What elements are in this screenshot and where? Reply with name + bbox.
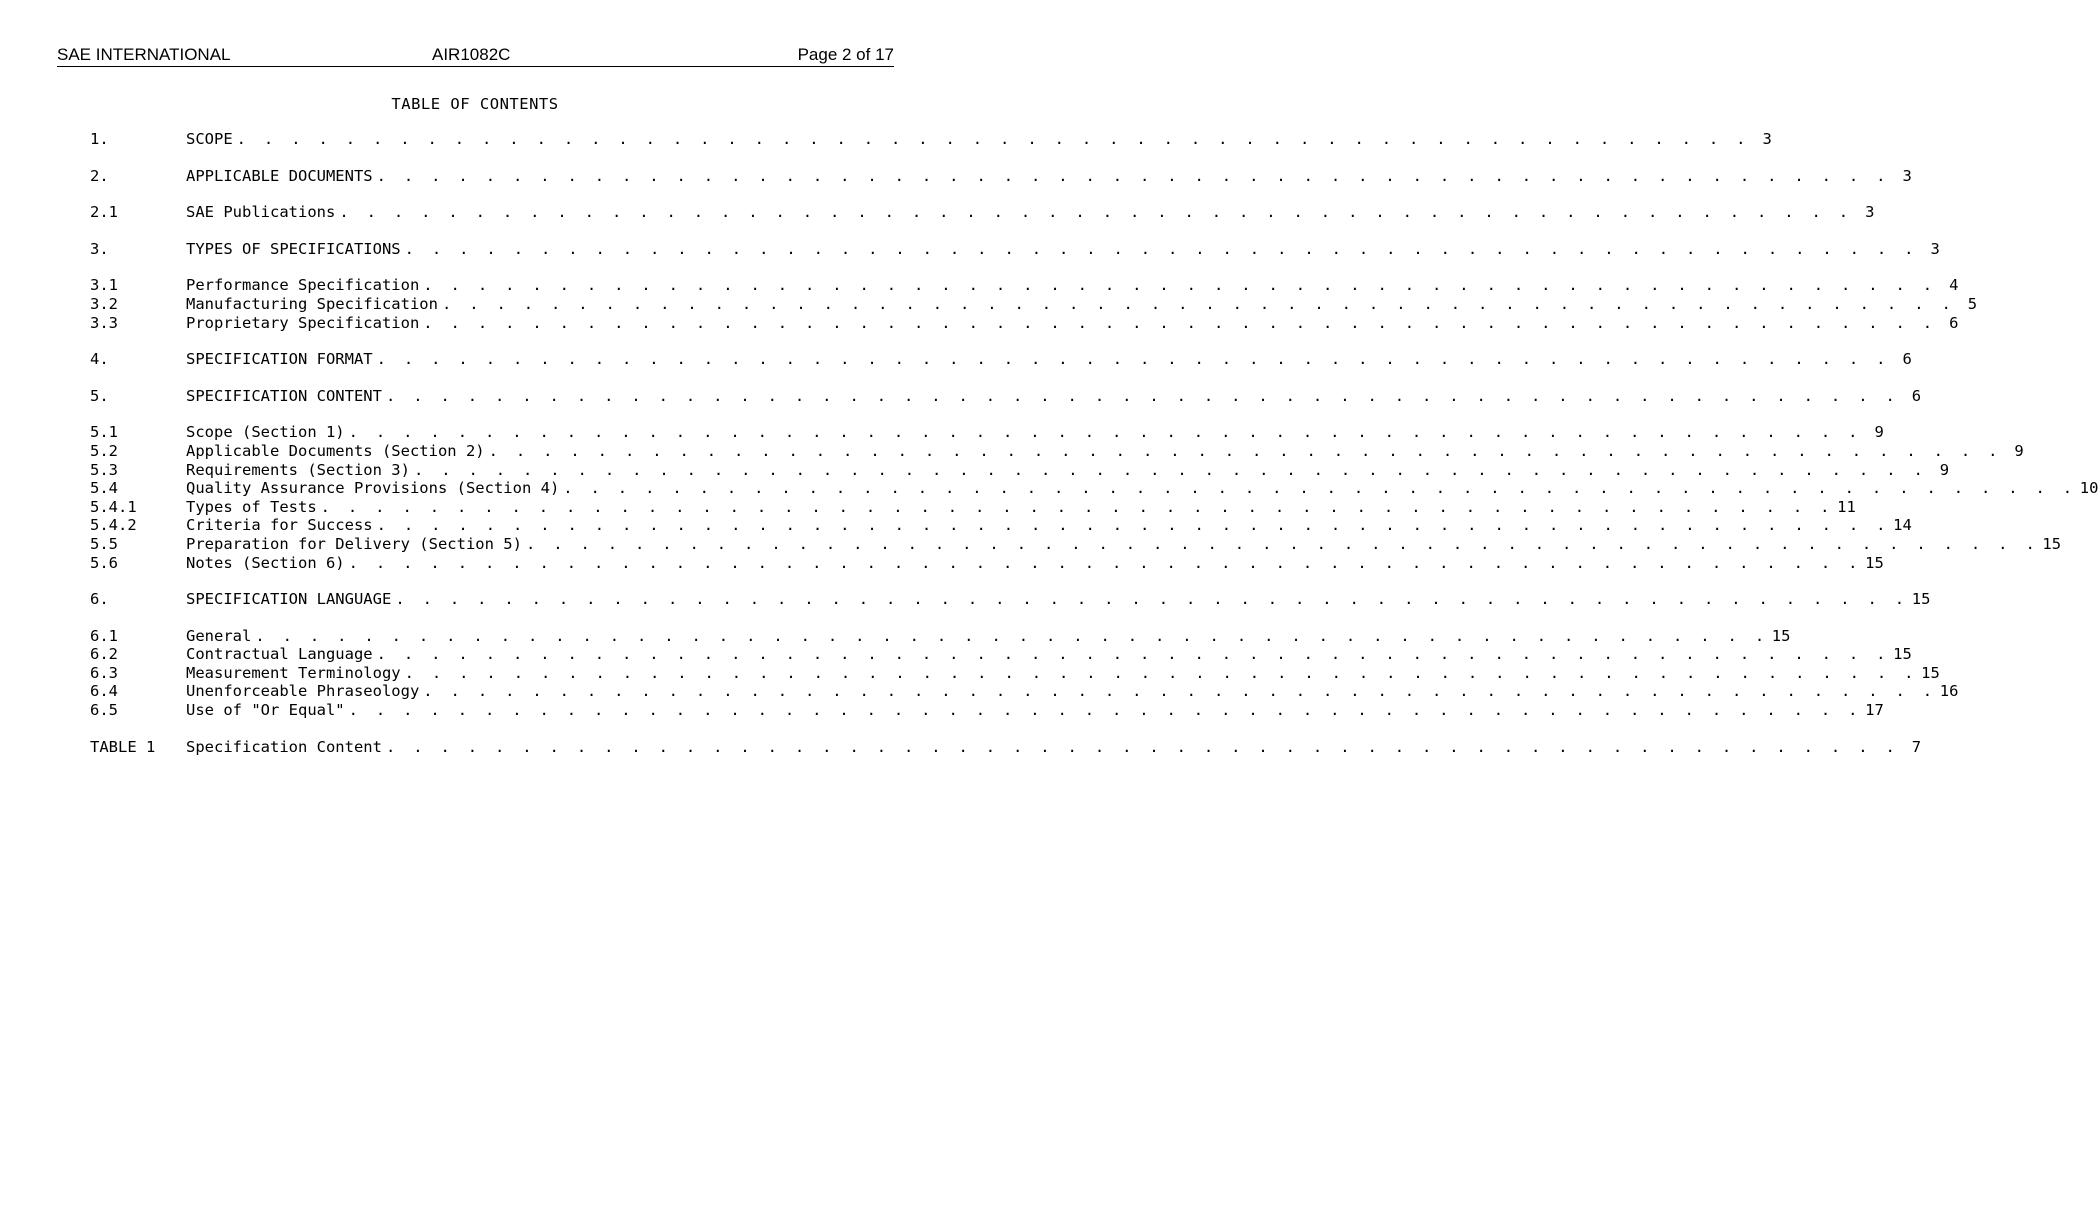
toc-entry-number: TABLE 1 — [90, 737, 156, 756]
toc-dot-leader: . . . . . . . . . . . . . . . . . . . . . . . . . . . . . . . . . . . . . . . . . . . . . . . . . . . . . . . . — [348, 423, 1862, 442]
toc-entry-page: 6 — [1911, 386, 1922, 405]
toc-dot-leader: . . . . . . . . . . . . . . . . . . . . . . . . . . . . . . . . . . . . . . . . . . . . . . . . . . . . . . . . — [376, 166, 1890, 185]
toc-entry-number: 3.1 — [90, 276, 118, 295]
toc-entry[interactable] — [90, 130, 1772, 149]
toc-entry-page: 15 — [1921, 663, 1940, 682]
toc-dot-leader: . . . . . . . . . . . . . . . . . . . . . . . . . . . . . . . . . . . . . . . . . . . . . . . . . . . . . . . . — [348, 701, 1862, 720]
toc-entry[interactable] — [90, 553, 1884, 573]
toc-entry-number: 5.4.1 — [90, 497, 137, 516]
toc-entry-page: 15 — [1865, 553, 1884, 572]
toc-entry[interactable] — [90, 534, 2062, 554]
toc-entry-title: Unenforceable Phraseology — [186, 682, 420, 701]
toc-entry[interactable] — [90, 313, 1959, 333]
toc-entry-number: 3. — [90, 239, 109, 258]
toc-entry-page: 3 — [1865, 203, 1875, 222]
toc-entry-number: 5.1 — [90, 423, 118, 442]
toc-dot-leader: . . . . . . . . . . . . . . . . . . . . . . . . . . . . . . . . . . . . . . . . . . . . . . . . . . . . . . . . — [385, 386, 1900, 405]
page-header — [57, 44, 894, 67]
header-document-id: AIR1082C — [432, 45, 511, 64]
toc-entry-title: APPLICABLE DOCUMENTS — [186, 166, 373, 185]
toc-entry-number: 6.4 — [90, 682, 118, 701]
toc-entry-number: 3.3 — [90, 313, 118, 332]
toc-entry[interactable] — [90, 663, 1940, 683]
toc-dot-leader: . . . . . . . . . . . . . . . . . . . . . . . . . . . . . . . . . . . . . . . . . . . . . . . . . . . . . . . . — [423, 313, 1937, 332]
toc-entry-title: Measurement Terminology — [186, 663, 401, 682]
toc-entry-number: 6.2 — [90, 645, 118, 664]
toc-group — [90, 130, 1772, 149]
toc-dot-leader: . . . . . . . . . . . . . . . . . . . . . . . . . . . . . . . . . . . . . . . . . . . . . . . . . . . . . . . . — [525, 534, 2040, 553]
toc-dot-leader: . . . . . . . . . . . . . . . . . . . . . . . . . . . . . . . . . . . . . . . . . . . . . . . . . . . . . . . . — [488, 441, 2002, 460]
toc-entry-number: 5.4.2 — [90, 516, 137, 535]
toc-entry-number: 5.6 — [90, 553, 118, 572]
header-page-number: Page 2 of 17 — [797, 45, 894, 64]
toc-group — [90, 590, 1931, 609]
toc-dot-leader: . . . . . . . . . . . . . . . . . . . . . . . . . . . . . . . . . . . . . . . . . . . . . . . . . . . . . . . . — [320, 497, 1834, 516]
toc-entry[interactable] — [90, 460, 1950, 480]
toc-group — [90, 276, 1978, 332]
header-organization: SAE INTERNATIONAL — [57, 45, 231, 64]
toc-entry[interactable] — [90, 737, 1922, 757]
toc-entry-title: Notes (Section 6) — [186, 553, 345, 572]
toc-entry-number: 5.3 — [90, 460, 118, 479]
toc-entry-title: TYPES OF SPECIFICATIONS — [186, 239, 401, 258]
toc-dot-leader: . . . . . . . . . . . . . . . . . . . . . . . . . . . . . . . . . . . . . . . . . . . . . . . . . . . . . . . . — [563, 479, 2077, 498]
toc-dot-leader: . . . . . . . . . . . . . . . . . . . . . . . . . . . . . . . . . . . . . . . . . . . . . . . . . . . . . . . . — [423, 276, 1937, 295]
toc-entry[interactable] — [90, 516, 1912, 535]
toc-entry[interactable] — [90, 701, 1884, 720]
toc-entry-title: Performance Specification — [186, 276, 420, 295]
toc-entry-page: 3 — [1902, 166, 1912, 185]
toc-entry[interactable] — [90, 166, 1912, 186]
toc-entry-page: 16 — [1939, 682, 1959, 701]
toc-dot-leader: . . . . . . . . . . . . . . . . . . . . . . . . . . . . . . . . . . . . . . . . . . . . . . . . . . . . . . . . — [413, 460, 1928, 479]
toc-entry-title: SPECIFICATION FORMAT — [186, 350, 373, 369]
toc-dot-leader: . . . . . . . . . . . . . . . . . . . . . . . . . . . . . . . . . . . . . . . . . . . . . . . . . . . . . . . . — [376, 645, 1890, 664]
toc-entry-title: SCOPE — [186, 130, 233, 148]
toc-entry[interactable] — [90, 682, 1959, 701]
toc-entry-number: 6. — [90, 590, 109, 609]
toc-entry[interactable] — [90, 239, 1940, 259]
toc-dot-leader: . . . . . . . . . . . . . . . . . . . . . . . . . . . . . . . . . . . . . . . . . . . . . . . . . . . . . . . . — [236, 130, 1750, 148]
toc-entry-title: SAE Publications — [186, 203, 336, 222]
table-of-contents — [90, 130, 2098, 774]
toc-entry[interactable] — [90, 203, 1875, 222]
toc-entry-number: 5.5 — [90, 534, 118, 553]
toc-dot-leader: . . . . . . . . . . . . . . . . . . . . . . . . . . . . . . . . . . . . . . . . . . . . . . . . . . . . . . . . — [404, 239, 1918, 258]
toc-entry-number: 6.1 — [90, 626, 118, 645]
toc-dot-leader: . . . . . . . . . . . . . . . . . . . . . . . . . . . . . . . . . . . . . . . . . . . . . . . . . . . . . . . . — [423, 682, 1937, 701]
toc-group — [90, 386, 1922, 406]
toc-entry-number: 5.2 — [90, 441, 118, 460]
toc-entry-page: 15 — [1911, 590, 1931, 609]
toc-entry-number: 5. — [90, 386, 109, 405]
toc-dot-leader: . . . . . . . . . . . . . . . . . . . . . . . . . . . . . . . . . . . . . . . . . . . . . . . . . . . . . . . . — [376, 516, 1890, 535]
toc-entry-number: 3.2 — [90, 294, 118, 313]
toc-entry-number: 4. — [90, 350, 109, 369]
toc-entry-title: Applicable Documents (Section 2) — [186, 441, 485, 460]
toc-entry-page: 6 — [1949, 313, 1959, 332]
toc-entry-title: SPECIFICATION LANGUAGE — [186, 590, 392, 609]
toc-entry[interactable] — [90, 350, 1912, 369]
toc-entry-title: Proprietary Specification — [186, 313, 420, 332]
toc-entry-number: 5.4 — [90, 479, 118, 498]
toc-group — [90, 626, 1959, 720]
toc-entry-page: 9 — [1939, 460, 1950, 479]
toc-entry-page: 11 — [1837, 497, 1856, 516]
toc-entry-number: 6.3 — [90, 663, 118, 682]
toc-entry-number: 1. — [90, 130, 109, 148]
toc-entry[interactable] — [90, 294, 1978, 314]
toc-entry-title: Contractual Language — [186, 645, 373, 664]
toc-entry-title: Manufacturing Specification — [186, 294, 438, 313]
toc-entry-page: 3 — [1762, 130, 1772, 148]
toc-entry-page: 7 — [1911, 737, 1922, 756]
toc-dot-leader: . . . . . . . . . . . . . . . . . . . . . . . . . . . . . . . . . . . . . . . . . . . . . . . . . . . . . . . . — [404, 663, 1918, 682]
toc-entry-page: 10 — [2079, 479, 2098, 498]
toc-entry-title: Requirements (Section 3) — [186, 460, 410, 479]
toc-entry-page: 3 — [1930, 239, 1940, 258]
toc-entry-number: 6.5 — [90, 701, 118, 720]
toc-group — [90, 166, 1912, 186]
toc-entry-number: 2. — [90, 166, 109, 185]
toc-entry-page: 9 — [2014, 441, 2024, 460]
toc-entry[interactable] — [90, 423, 1884, 442]
toc-dot-leader: . . . . . . . . . . . . . . . . . . . . . . . . . . . . . . . . . . . . . . . . . . . . . . . . . . . . . . . . — [385, 737, 1900, 756]
toc-entry[interactable] — [90, 441, 2024, 461]
toc-entry-title: Quality Assurance Provisions (Section 4) — [186, 479, 560, 498]
toc-entry-page: 14 — [1893, 516, 1912, 535]
toc-entry-title: General — [186, 626, 252, 645]
toc-entry-number: 2.1 — [90, 203, 118, 222]
toc-entry[interactable] — [90, 276, 1959, 295]
toc-entry[interactable] — [90, 626, 1791, 646]
toc-entry-title: Scope (Section 1) — [186, 423, 345, 442]
toc-entry[interactable] — [90, 497, 1856, 517]
toc-group — [90, 350, 1912, 369]
toc-entry-page: 9 — [1874, 423, 1884, 442]
toc-entry[interactable] — [90, 479, 2098, 498]
toc-entry-page: 17 — [1865, 701, 1884, 720]
toc-entry-title: Specification Content — [186, 737, 382, 756]
toc-entry-page: 15 — [2042, 534, 2062, 553]
toc-dot-leader: . . . . . . . . . . . . . . . . . . . . . . . . . . . . . . . . . . . . . . . . . . . . . . . . . . . . . . . . — [255, 626, 1769, 645]
toc-dot-leader: . . . . . . . . . . . . . . . . . . . . . . . . . . . . . . . . . . . . . . . . . . . . . . . . . . . . . . . . — [395, 590, 1909, 609]
toc-dot-leader: . . . . . . . . . . . . . . . . . . . . . . . . . . . . . . . . . . . . . . . . . . . . . . . . . . . . . . . . — [376, 350, 1890, 369]
toc-entry-page: 15 — [1893, 645, 1912, 664]
toc-entry[interactable] — [90, 386, 1922, 406]
toc-dot-leader: . . . . . . . . . . . . . . . . . . . . . . . . . . . . . . . . . . . . . . . . . . . . . . . . . . . . . . . . — [339, 203, 1853, 222]
toc-entry[interactable] — [90, 590, 1931, 609]
toc-entry-page: 6 — [1902, 350, 1912, 369]
toc-entry-page: 5 — [1967, 294, 1978, 313]
toc-dot-leader: . . . . . . . . . . . . . . . . . . . . . . . . . . . . . . . . . . . . . . . . . . . . . . . . . . . . . . . . — [441, 294, 1956, 313]
toc-dot-leader: . . . . . . . . . . . . . . . . . . . . . . . . . . . . . . . . . . . . . . . . . . . . . . . . . . . . . . . . — [348, 553, 1862, 572]
toc-entry[interactable] — [90, 645, 1912, 664]
toc-entry-title: SPECIFICATION CONTENT — [186, 386, 382, 405]
toc-group — [90, 239, 1940, 259]
toc-title: TABLE OF CONTENTS — [391, 95, 559, 113]
toc-entry-title: Use of "Or Equal" — [186, 701, 345, 720]
toc-group — [90, 203, 1875, 222]
toc-group — [90, 423, 2098, 572]
toc-group — [90, 737, 1922, 757]
toc-entry-page: 4 — [1949, 276, 1959, 295]
toc-entry-page: 15 — [1771, 626, 1791, 645]
toc-entry-title: Criteria for Success — [186, 516, 373, 535]
toc-entry-title: Types of Tests — [186, 497, 317, 516]
toc-entry-title: Preparation for Delivery (Section 5) — [186, 534, 522, 553]
